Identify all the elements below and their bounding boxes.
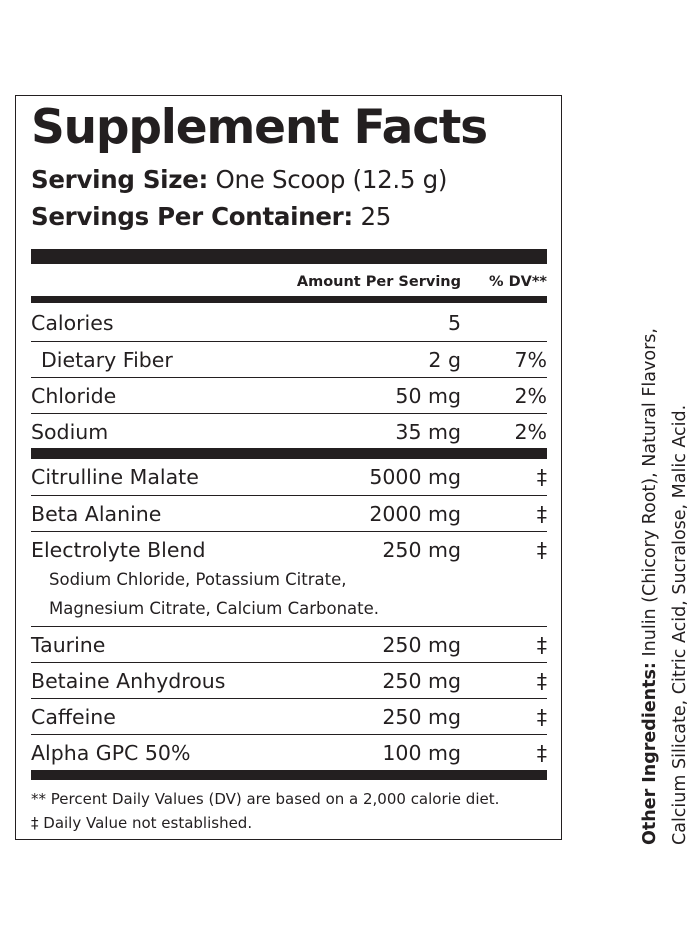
ingredient-amount: 2000 mg	[369, 502, 461, 526]
servings-per-container-value: 25	[360, 202, 392, 231]
thick-divider	[31, 249, 547, 264]
not-established-footnote: ‡ Daily Value not established.	[31, 814, 253, 832]
nutrient-dv: 7%	[514, 348, 547, 372]
nutrient-dv: 2%	[514, 384, 547, 408]
nutrient-name: Calories	[31, 311, 114, 335]
dv-footnote: ** Percent Daily Values (DV) are based on a 2,000 calorie diet.	[31, 790, 500, 808]
ingredient-dv: ‡	[536, 741, 547, 765]
nutrient-row	[31, 414, 547, 450]
panel-title: Supplement Facts	[31, 100, 487, 155]
serving-size-label: Serving Size:	[31, 165, 209, 194]
ingredient-name: Caffeine	[31, 705, 116, 729]
ingredient-dv: ‡	[536, 502, 547, 526]
ingredient-row	[31, 699, 547, 735]
ingredient-dv: ‡	[536, 705, 547, 729]
ingredient-name: Citrulline Malate	[31, 465, 199, 489]
nutrient-amount: 5	[447, 311, 461, 335]
ingredient-dv: ‡	[536, 465, 547, 489]
servings-per-container-label: Servings Per Container:	[31, 202, 353, 231]
ingredient-amount: 250 mg	[382, 538, 461, 562]
ingredient-amount: 250 mg	[382, 633, 461, 657]
blend-components: Magnesium Citrate, Calcium Carbonate.	[49, 599, 380, 618]
ingredient-amount: 250 mg	[382, 705, 461, 729]
blend-components: Sodium Chloride, Potassium Citrate,	[49, 570, 347, 589]
serving-size-value: One Scoop (12.5 g)	[215, 165, 448, 194]
amount-column-header: Amount Per Serving	[296, 274, 461, 290]
thick-divider	[31, 448, 547, 459]
ingredient-row	[31, 627, 547, 663]
ingredient-name: Electrolyte Blend	[31, 538, 206, 562]
other-ingredients-text: Inulin (Chicory Root), Natural Flavors,	[640, 328, 660, 663]
serving-size	[31, 165, 447, 195]
ingredient-row	[31, 735, 547, 771]
other-ingredients-line2: Calcium Silicate, Citric Acid, Sucralose, Malic Acid.	[670, 404, 690, 845]
other-ingredients-label: Other Ingredients:	[640, 662, 660, 845]
nutrient-amount: 35 mg	[395, 420, 461, 444]
ingredient-row	[31, 459, 547, 495]
other-ingredients-line1	[635, 75, 665, 845]
nutrient-row	[31, 305, 547, 341]
nutrient-row	[31, 378, 547, 414]
thick-divider	[31, 770, 547, 780]
ingredient-dv: ‡	[536, 669, 547, 693]
nutrient-amount: 2 g	[428, 348, 461, 372]
ingredient-amount: 100 mg	[382, 741, 461, 765]
ingredient-row	[31, 663, 547, 699]
ingredient-amount: 5000 mg	[369, 465, 461, 489]
ingredient-amount: 250 mg	[382, 669, 461, 693]
ingredient-dv: ‡	[536, 633, 547, 657]
nutrient-name: Dietary Fiber	[41, 348, 173, 372]
ingredient-name: Taurine	[31, 633, 106, 657]
nutrient-amount: 50 mg	[395, 384, 461, 408]
medium-divider	[31, 296, 547, 303]
ingredient-name: Alpha GPC 50%	[31, 741, 191, 765]
ingredient-row	[31, 496, 547, 532]
supplement-facts-panel	[15, 95, 562, 840]
nutrient-dv: 2%	[514, 420, 547, 444]
nutrient-row	[31, 342, 547, 378]
ingredient-name: Betaine Anhydrous	[31, 669, 226, 693]
ingredient-name: Beta Alanine	[31, 502, 162, 526]
nutrient-name: Sodium	[31, 420, 109, 444]
other-ingredients	[635, 75, 695, 845]
ingredient-dv: ‡	[536, 538, 547, 562]
ingredient-row	[31, 532, 547, 568]
dv-column-header: % DV**	[489, 274, 547, 290]
nutrient-name: Chloride	[31, 384, 117, 408]
servings-per-container	[31, 202, 391, 232]
